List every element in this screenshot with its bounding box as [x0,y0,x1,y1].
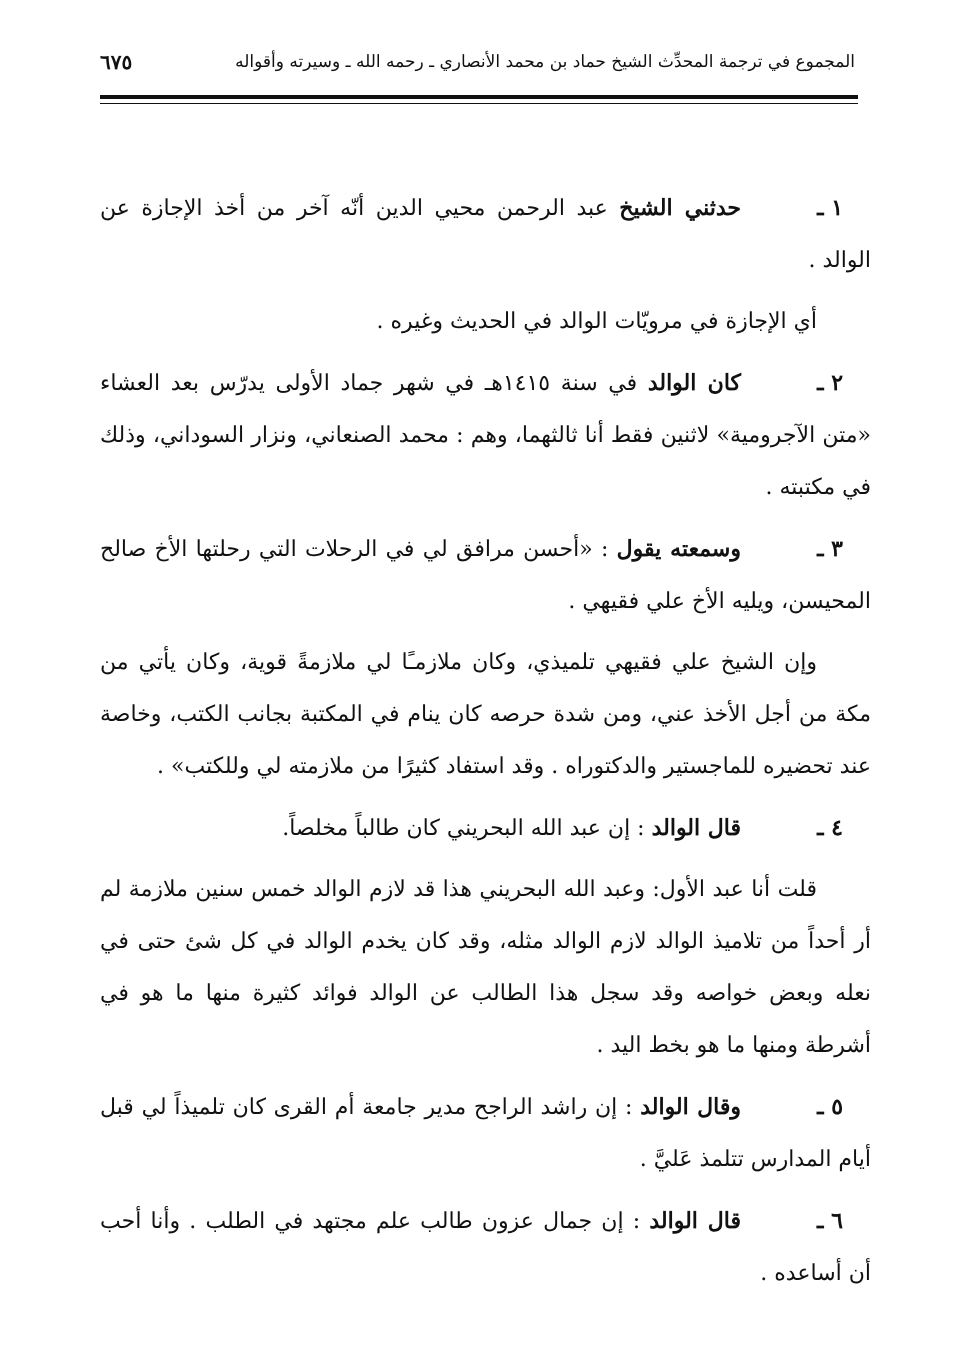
item-number: ٣ ـ [817,536,843,562]
running-head [100,46,855,78]
page-number: ٦٧٥ [100,50,133,74]
numbered-paragraph [100,357,871,514]
lead-phrase: قال الوالد [651,815,741,841]
numbered-paragraph [100,182,871,287]
item-number: ٥ ـ [817,1094,844,1120]
paragraph-text: عبد الرحمن محيي الدين أنّه آخر من أخذ الإجازة عن الوالد . [100,196,871,273]
item-number: ٦ ـ [817,1208,843,1234]
lead-phrase: وقال الوالد [640,1094,742,1120]
paragraph-text: : إن عبد الله البحريني كان طالباً مخلصاً. [282,816,652,841]
numbered-paragraph [100,523,871,628]
paragraph-text: : إن راشد الراجح مدير جامعة أم القرى كان تلميذاً لي قبل أيام المدارس تتلمذ عَليَّ . [100,1095,871,1172]
paragraph-text: : إن جمال عزون طالب علم مجتهد في الطلب . وأنا أحب أن أساعده . [100,1209,871,1286]
lead-phrase: حدثني الشيخ [619,195,742,221]
item-number: ١ ـ [817,195,844,221]
running-head-title: المجموع في ترجمة المحدِّث الشيخ حماد بن محمد الأنصاري ـ رحمه الله ـ وسيرته وأقواله [235,52,855,72]
numbered-paragraph [100,1081,871,1186]
item-number: ٢ ـ [817,370,844,396]
paragraph: أي الإجازة في مرويّات الوالد في الحديث وغيره . [376,309,817,334]
item-number: ٤ ـ [817,815,843,841]
header-rule-thick [100,95,858,99]
paragraph: وإن الشيخ علي فقيهي تلميذي، وكان ملازمـًا لي ملازمةً قوية، وكان يأتي من مكة من أجل الأخذ عني، ومن شدة حرصه كان ينام في المكتبة بجانب الكتب، وخاصة عند تحضيره للماجستير والدكتوراه . وقد استفاد كثيرًا من ملازمته لي وللكتب» . [100,650,871,779]
lead-phrase: قال الوالد [649,1208,741,1234]
paragraph: قلت أنا عبد الأول: وعبد الله البحريني هذا قد لازم الوالد خمس سنين ملازمة لم أر أحداً من تلاميذ الوالد لازم الوالد مثله، وقد كان يخدم الوالد في كل شئ حتى في نعله وبعض خواصه وقد سجل هذا الطالب عن الوالد فوائد كثيرة منها ما هو في أشرطة ومنها ما هو بخط اليد . [100,877,871,1058]
lead-phrase: كان الوالد [647,370,742,396]
lead-phrase: وسمعته يقول [616,536,741,562]
numbered-paragraph [100,802,871,855]
header-rule-thin [100,103,858,104]
paragraph-text: في سنة ١٤١٥هـ في شهر جماد الأولى يدرّس بعد العشاء «متن الآجرومية» لاثنين فقط أنا ثالثهما، وهم : محمد الصنعاني، ونزار السوداني، وذلك في مكتبته . [100,371,871,500]
numbered-paragraph [100,1195,871,1300]
paragraph-text: : «أحسن مرافق لي في الرحلات التي رحلتها الأخ صالح المحيسن، ويليه الأخ علي فقيهي . [100,537,871,614]
body-text [100,182,871,1309]
